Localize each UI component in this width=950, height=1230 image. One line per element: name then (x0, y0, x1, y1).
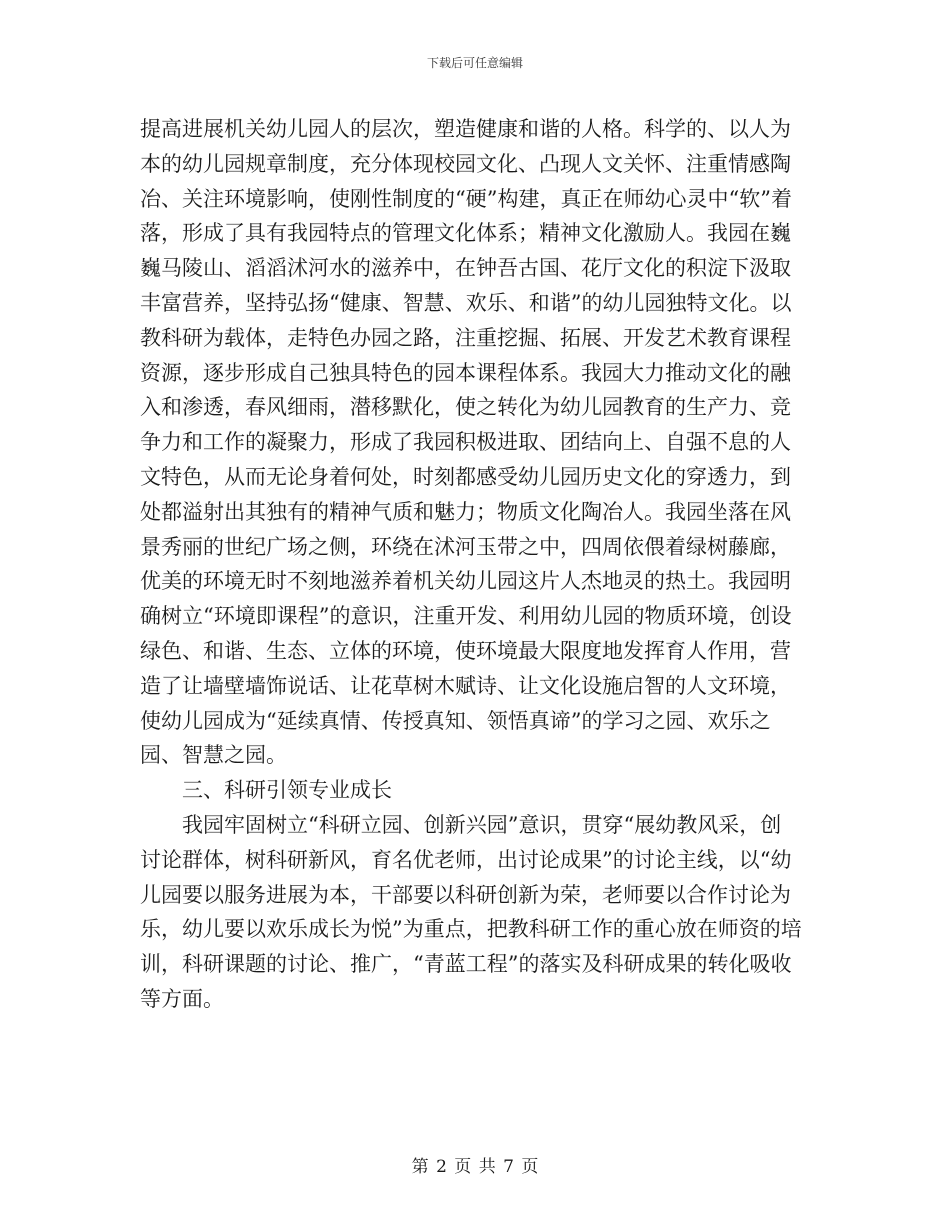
body-paragraph: 我园牢固树立“科研立园、创新兴园”意识，贯穿“展幼教风采，创讨论群体，树科研新风，育名优老师，出讨论成果”的讨论主线，以“幼儿园要以服务进展为本，干部要以科研创新为荣，老师要以合作讨论为乐，幼儿要以欢乐成长为悦”为重点，把教科研工作的重心放在师资的培训，科研课题的讨论、推广，“青蓝工程”的落实及科研成果的转化吸收等方面。 (140, 812, 802, 1011)
section-heading: 三、科研引领专业成长 (182, 778, 392, 803)
page-header: 下载后可任意编辑 (426, 56, 523, 70)
document-body (140, 112, 802, 1017)
page-footer: 第 2 页 共 7 页 (411, 1157, 539, 1177)
body-paragraph: 提高进展机关幼儿园人的层次，塑造健康和谐的人格。科学的、以人为本的幼儿园规章制度，充分体现校园文化、凸现人文关怀、注重情感陶冶、关注环境影响，使刚性制度的“硬”构建，真正在师幼心灵中“软”着落，形成了具有我园特点的管理文化体系；精神文化激励人。我园在巍巍马陵山、滔滔沭河水的滋养中，在钟吾古国、花厅文化的积淀下汲取丰富营养，坚持弘扬“健康、智慧、欢乐、和谐”的幼儿园独特文化。以教科研为载体，走特色办园之路，注重挖掘、拓展、开发艺术教育课程资源，逐步形成自己独具特色的园本课程体系。我园大力推动文化的融入和渗透，春风细雨，潜移默化，使之转化为幼儿园教育的生产力、竞争力和工作的凝聚力，形成了我园积极进取、团结向上、自强不息的人文特色，从而无论身着何处，时刻都感受幼儿园历史文化的穿透力，到处都溢射出其独有的精神气质和魅力；物质文化陶冶人。我园坐落在风景秀丽的世纪广场之侧，环绕在沭河玉带之中，四周依偎着绿树藤廊，优美的环境无时不刻地滋养着机关幼儿园这片人杰地灵的热土。我园明确树立“环境即课程”的意识，注重开发、利用幼儿园的物质环境，创设绿色、和谐、生态、立体的环境，使环境最大限度地发挥育人作用，营造了让墙壁墙饰说话、让花草树木赋诗、让文化设施启智的人文环境，使幼儿园成为“延续真情、传授真知、领悟真谛”的学习之园、欢乐之园、智慧之园。 (140, 117, 792, 768)
